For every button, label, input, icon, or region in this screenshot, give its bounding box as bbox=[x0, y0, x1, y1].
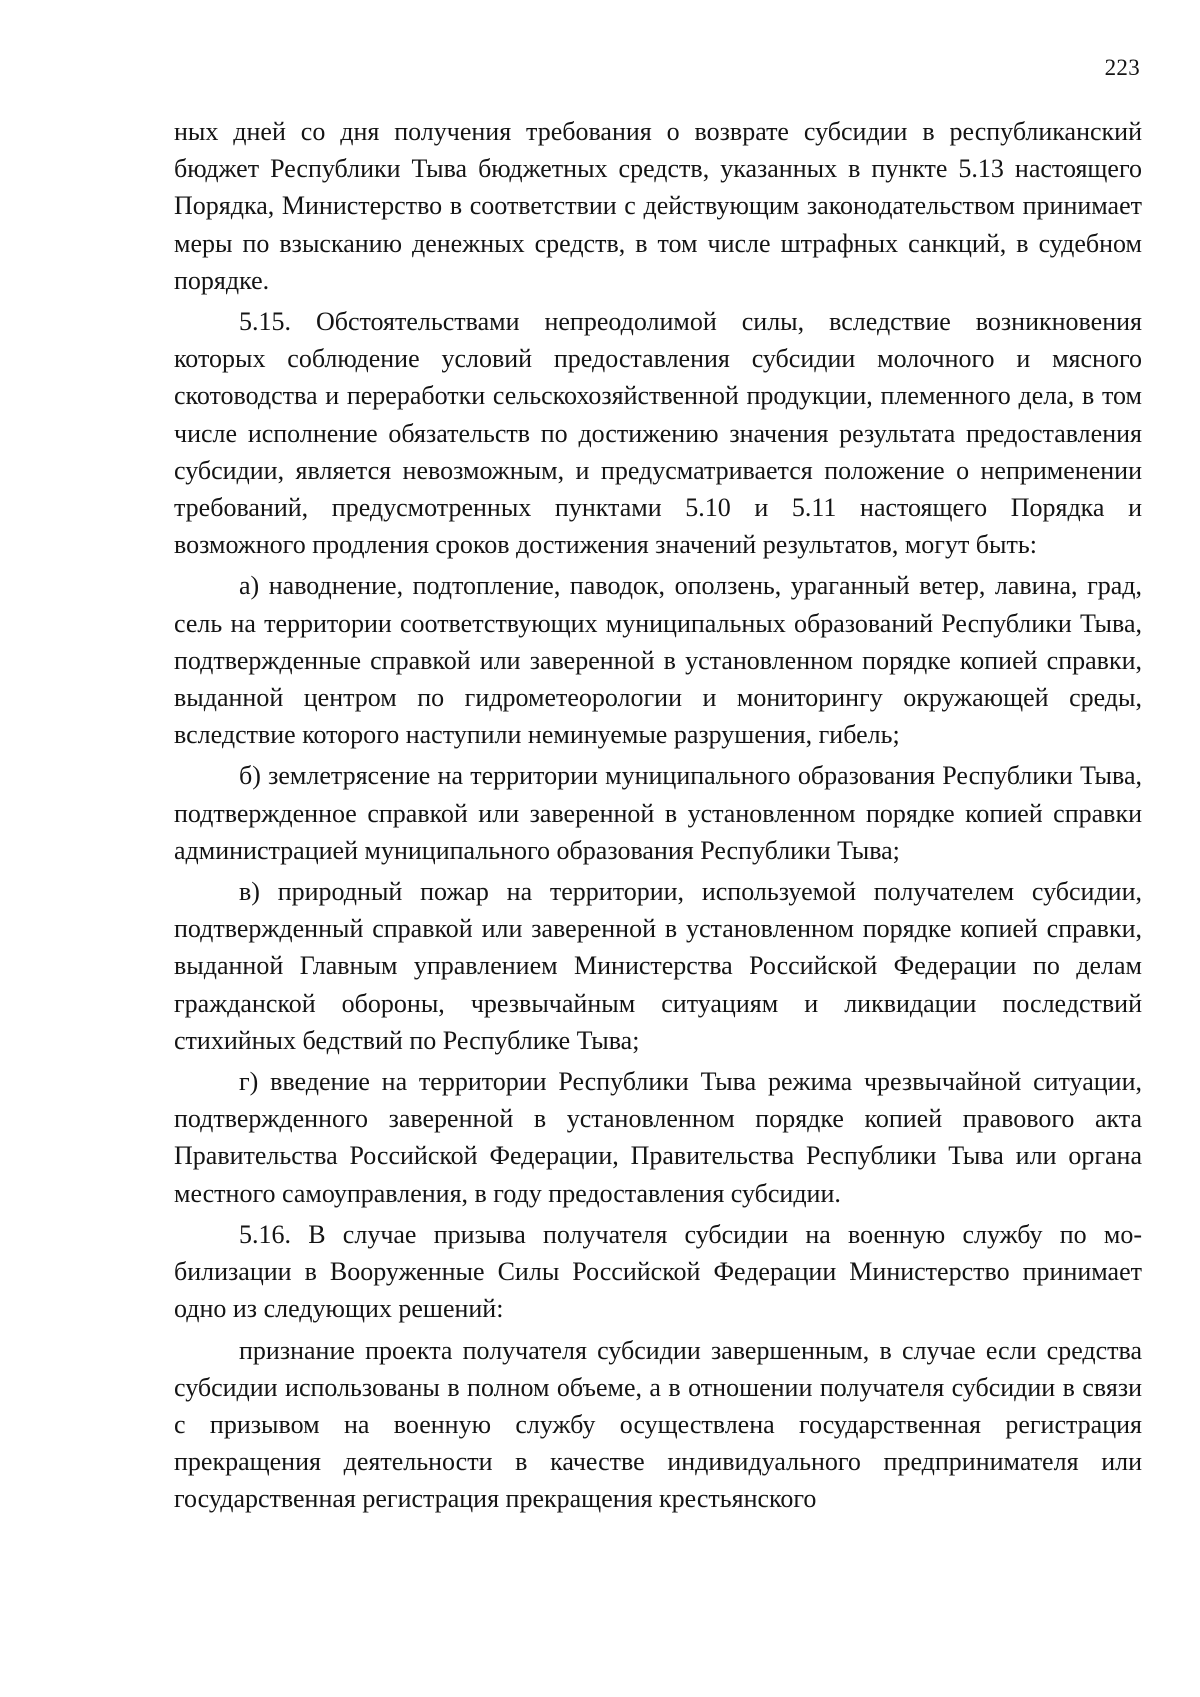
paragraph-decision-1: признание проекта получателя субсидии завершенным, в случае если средства субсидии использованы в полном объеме, а в отношении получателя субсидии в связи с призывом на военную службу осуществлена государственная регистрация прекращения деятельности в качестве индивидуального предпринимателя или государственная регистрация прекращения крестьянского bbox=[174, 1335, 1142, 1514]
paragraph-item-b: б) землетрясение на территории муниципального образования Республики Тыва, подтвержденное справкой или заверенной в установленном порядке копией справки администрацией муниципального образования Республики Тыва; bbox=[174, 761, 1142, 865]
paragraph-item-g: г) введение на территории Республики Тыва режима чрезвычайной ситуации, подтвержденного заверенной в установленном порядке копией правового акта Правительства Российской Федерации, Правительства Республики Тыва или органа местного самоуправления, в году предоставления субсидии. bbox=[174, 1067, 1142, 1208]
paragraph-clause-5-15: 5.15. Обстоятельствами непреодолимой силы, вследствие возникновения которых соблюдение условий предоставления субсидии молочного и мясного скотоводства и переработки сельскохозяйственной продукции, племенного дела, в том числе исполнение обязательств по достижению значения результата предоставления субсидии, является невозможным, и предусматривается положение о неприменении требований, предусмотренных пунктами 5.10 и 5.11 настоящего Порядка и возможного продления сроков достижения значений результатов, могут быть: bbox=[174, 307, 1142, 560]
paragraph-item-v: в) природный пожар на территории, используемой получателем субсидии, подтвержденный справкой или заверенной в установленном порядке копией справки, выданной Главным управлением Министерства Российской Федерации по делам гражданской обороны, чрезвычайным ситуациям и ликвидации последствий стихийных бедствий по Республике Тыва; bbox=[174, 877, 1142, 1055]
paragraph-clause-5-16: 5.16. В случае призыва получателя субсидии на военную службу по мобилизации в Вооруженные Силы Российской Федерации Министерство принимает одно из следующих решений: bbox=[174, 1219, 1142, 1324]
paragraph-continuation: ных дней со дня получения требования о возврате субсидии в республиканский бюджет Республики Тыва бюджетных средств, указанных в пункте 5.13 настоящего Порядка, Министерство в соответствии с действующим законодательством принимает меры по взысканию денежных средств, в том числе штрафных санкций, в судебном порядке. bbox=[174, 117, 1142, 295]
document-body bbox=[174, 113, 1142, 1518]
page-number: 223 bbox=[1104, 55, 1140, 80]
paragraph-item-a: а) наводнение, подтопление, паводок, оползень, ураганный ветер, лавина, град, сель на территории соответствующих муниципальных образований Республики Тыва, подтвержденные справкой или заверенной в установленном порядке копией справки, выданной центром по гидрометеорологии и мониторингу окружающей среды, вследствие которого наступили неминуемые разрушения, гибель; bbox=[174, 571, 1142, 750]
